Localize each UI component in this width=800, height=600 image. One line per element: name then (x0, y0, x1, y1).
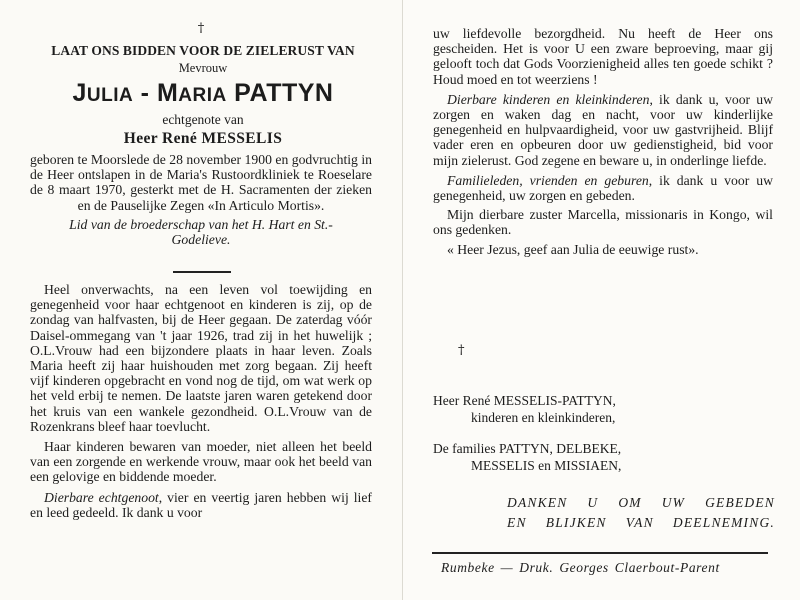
name-first-rest: ULIA (86, 85, 134, 106)
deceased-name (32, 78, 374, 111)
paragraph-sister: Mijn dierbare zuster Marcella, missionaris in Kongo, wil ons gedenken. (433, 207, 773, 238)
prayer-line: LAAT ONS BIDDEN VOOR DE ZIELERUST VAN (51, 43, 355, 58)
printer-credit: Rumbeke — Druk. Georges Claerbout-Parent (441, 560, 720, 575)
membership-text: Lid van de broederschap van het H. Hart en St.-Godelieve. (69, 216, 333, 248)
signatory-families-2: MESSELIS en MISSIAEN, (471, 458, 622, 473)
paragraph-family-thanks (433, 173, 773, 203)
name-initial-m: M (156, 79, 179, 107)
spouse-text: , vier en veertig jaren hebben wij lief en leed gedeeld. Ik dank u voor (30, 489, 372, 520)
spouse-name: Heer René MESSELIS (123, 130, 283, 147)
name-surname: PATTYN (226, 79, 334, 107)
name-initial-j: J (72, 79, 87, 107)
thanks-line-1: DANKEN U OM UW GEBEDEN (507, 495, 775, 510)
biography-body (30, 282, 372, 520)
spouse-label: echtgenote van (162, 112, 244, 127)
children-address: Dierbare kinderen en kleinkinderen (447, 91, 650, 107)
paragraph-children: Haar kinderen bewaren van moeder, niet alleen het beeld van een zorgende en werkende vrouw, maar ook het beeld van een gelovige en biddende moeder. (30, 439, 372, 485)
bio-text: geboren te Moorslede de 28 november 1900 en godvruchtig in de Heer ontslapen in de Maria's Rustoordkliniek te Roeselare de 8 maart 1970, gesterkt met de H. Sacramenten der zieken en de Pauselijke Zegen «In Articulo Mortis». (30, 152, 372, 213)
thanks-line-2: EN BLIJKEN VAN DEELNEMING. (507, 515, 775, 530)
name-dash: - (133, 79, 157, 107)
family-address: Familieleden, vrienden en geburen (447, 172, 649, 188)
closing-prayer: « Heer Jezus, geef aan Julia de eeuwige rust». (447, 241, 699, 257)
paragraph-spouse (30, 490, 372, 520)
signatory-children: kinderen en kleinkinderen, (471, 410, 616, 425)
right-page (403, 0, 800, 600)
family-text: , ik dank u voor uw genegenheid, uw zorgen en gebeden. (433, 172, 773, 204)
footer-rule (432, 552, 768, 554)
paragraph-continuation: uw liefdevolle bezorgdheid. Nu heeft de Heer ons gescheiden. Het is voor U een zware beproeving, maar gij gelooft toch dat Gods Voorzienigheid alles ten goede schikt ? Houd moed en tot weerziens ! (433, 26, 773, 87)
spouse-address: Dierbare echtgenoot (44, 489, 159, 505)
paragraph-children-thanks (433, 92, 773, 168)
separator-line (173, 271, 231, 273)
signatory-families: De families PATTYN, DELBEKE, (433, 441, 622, 456)
cross-icon: † (458, 343, 465, 358)
children-text: , ik dank u, voor uw zorgen en waken dag en nacht, voor uw kinderlijke genegenheid en hulpvaardigheid, voor uw gastvrijheid. Blijf vader eren en opbeuren door uw gedienstigheid, bid voor mijn zielerust. God zegene en beware u, in onderlinge liefde. (433, 91, 773, 168)
signatory-spouse: Heer René MESSELIS-PATTYN, (433, 393, 616, 408)
farewell-body (433, 26, 773, 257)
cross-icon: † (197, 21, 205, 36)
paragraph-life: Heel onverwachts, na een leven vol toewijding en genegenheid voor haar echtgenoot en kinderen is zij, op de zondag van halfvasten, bij de Heer gegaan. De zaterdag vóór Daisel-ommegang van 't jaar 1926, trad zij in het huwelijk ; O.L.Vrouw had een bijzondere plaats in haar leven. Zoals Maria heeft zij haar huishouden met zorg begaan. Zij heeft vijf kinderen opgebracht en vond nog de tijd, om wat werk op het veld erbij te nemen. De laatste jaren waren getekend door het kruis van een wankele gezondheid. O.L.Vrouw van de Rozenkrans bleef haar toevlucht. (30, 282, 372, 434)
name-second-rest: ARIA (178, 85, 227, 106)
title-mevrouw: Mevrouw (178, 61, 228, 75)
thanks-block (507, 493, 775, 533)
card-header (32, 42, 374, 149)
bio-block (30, 152, 372, 247)
